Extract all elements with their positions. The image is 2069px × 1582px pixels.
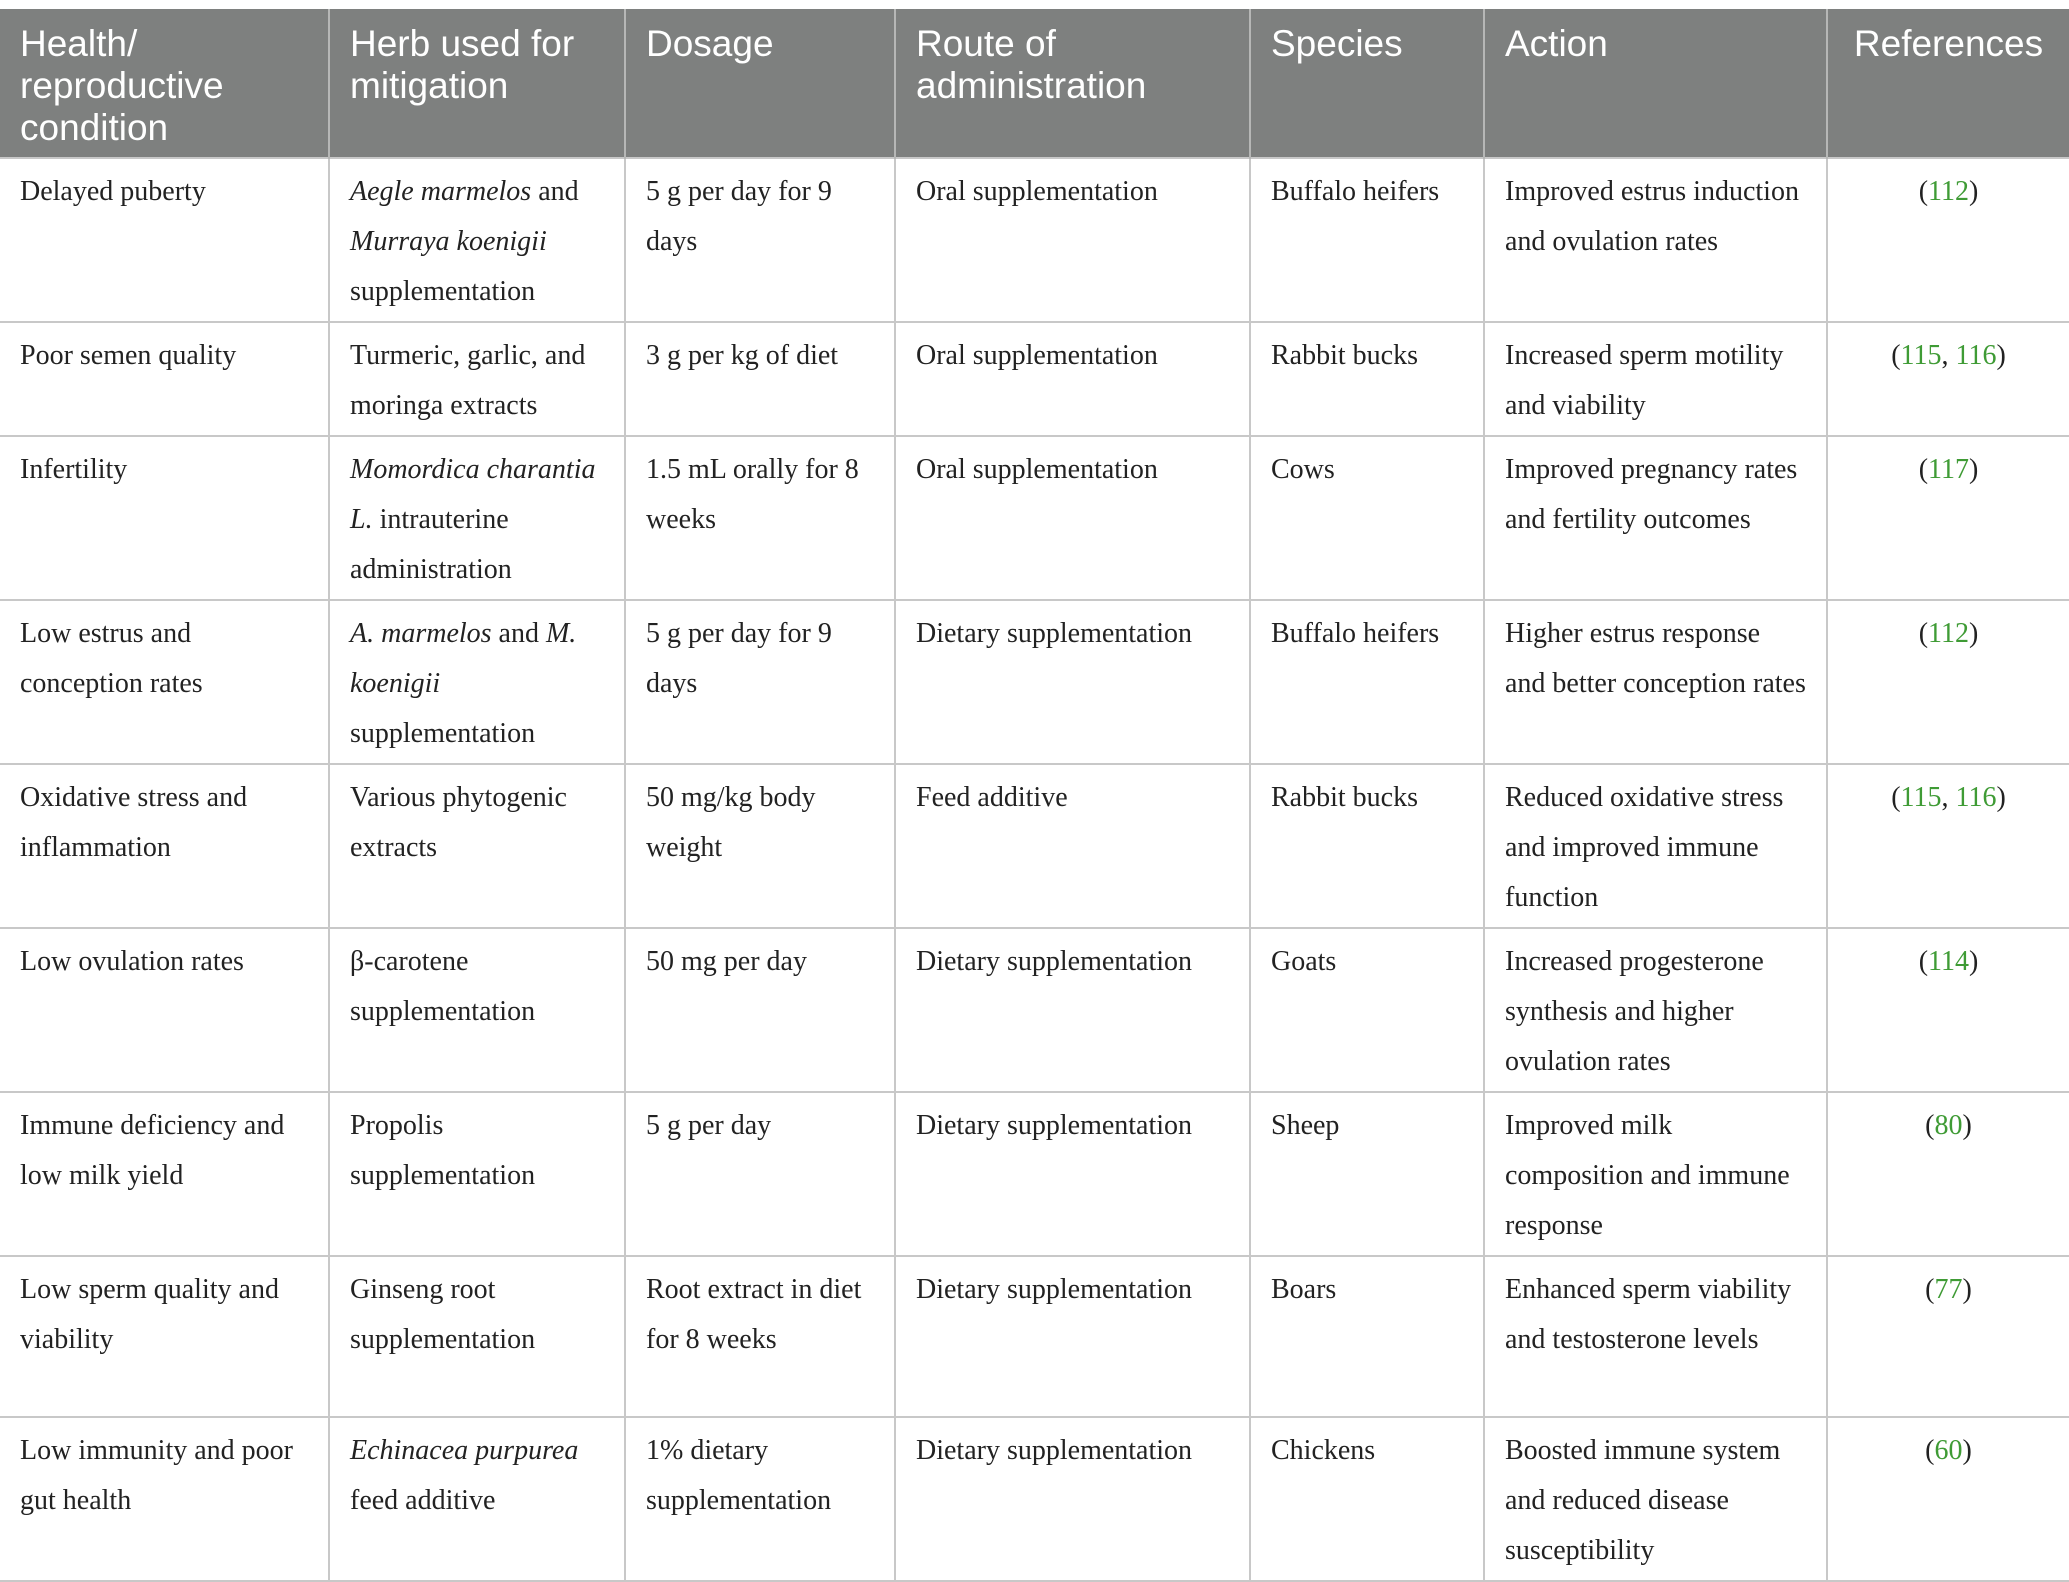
herb-cell [329,158,625,322]
action-cell: Enhanced sperm viability and testosterone levels [1484,1256,1827,1417]
route-cell: Oral supplementation [895,322,1250,436]
header-row [0,9,2069,158]
header-condition: Health/ reproductive condition [0,9,329,158]
action-cell: Improved pregnancy rates and fertility outcomes [1484,436,1827,600]
references-cell: (112) [1827,158,2069,322]
route-cell: Dietary supplementation [895,1417,1250,1581]
table-header [0,9,2069,158]
table-row [0,600,2069,764]
herb-cell [329,436,625,600]
condition-cell: Low ovulation rates [0,928,329,1092]
herb-cell [329,1417,625,1581]
condition-cell: Immune deficiency and low milk yield [0,1092,329,1256]
dosage-cell: 3 g per kg of diet [625,322,895,436]
species-cell: Chickens [1250,1417,1484,1581]
reference-link[interactable]: 116 [1955,340,1997,371]
scientific-name: Echinacea purpurea [350,1435,579,1466]
herb-text: feed additive [350,1485,496,1516]
species-cell: Rabbit bucks [1250,764,1484,928]
references-cell: (77) [1827,1256,2069,1417]
scientific-name: Murraya koenigii [350,226,547,257]
action-cell: Reduced oxidative stress and improved immune function [1484,764,1827,928]
scientific-name: Aegle marmelos [350,176,532,207]
header-action: Action [1484,9,1827,158]
dosage-cell: 5 g per day [625,1092,895,1256]
dosage-cell: 5 g per day for 9 days [625,600,895,764]
table-row [0,928,2069,1092]
reference-link[interactable]: 114 [1928,946,1969,977]
table-row [0,1417,2069,1581]
table-row [0,322,2069,436]
herb-text: supplementation [350,718,536,749]
route-cell: Dietary supplementation [895,1256,1250,1417]
reference-link[interactable]: 60 [1934,1435,1963,1466]
species-cell: Boars [1250,1256,1484,1417]
header-references: References [1827,9,2069,158]
route-cell: Oral supplementation [895,436,1250,600]
herb-text: Propolis supplementation [350,1110,536,1191]
species-cell: Rabbit bucks [1250,322,1484,436]
condition-cell: Low sperm quality and viability [0,1256,329,1417]
species-cell: Cows [1250,436,1484,600]
herb-cell [329,928,625,1092]
references-cell: (117) [1827,436,2069,600]
table-row [0,764,2069,928]
scientific-name: A. marmelos [350,618,492,649]
reference-link[interactable]: 115 [1900,782,1942,813]
reference-link[interactable]: 80 [1934,1110,1963,1141]
herb-text: Ginseng root supplementation [350,1274,536,1355]
herb-text: Various phytogenic extracts [350,782,567,863]
table-row [0,1256,2069,1417]
dosage-cell: 50 mg per day [625,928,895,1092]
references-cell: (60) [1827,1417,2069,1581]
herb-text: β-carotene supplementation [350,946,536,1027]
reference-link[interactable]: 77 [1934,1274,1963,1305]
reference-link[interactable]: 117 [1928,454,1969,485]
dosage-cell: 50 mg/kg body weight [625,764,895,928]
condition-cell: Low immunity and poor gut health [0,1417,329,1581]
condition-cell: Delayed puberty [0,158,329,322]
reference-link[interactable]: 116 [1955,782,1997,813]
herb-text: and [531,176,579,207]
route-cell: Feed additive [895,764,1250,928]
species-cell: Sheep [1250,1092,1484,1256]
herb-text: and [491,618,546,649]
dosage-cell: 1.5 mL orally for 8 weeks [625,436,895,600]
table-body [0,158,2069,1581]
action-cell: Higher estrus response and better conception rates [1484,600,1827,764]
route-cell: Dietary supplementation [895,928,1250,1092]
condition-cell: Oxidative stress and inflammation [0,764,329,928]
herb-cell [329,1092,625,1256]
species-cell: Buffalo heifers [1250,600,1484,764]
herb-cell [329,600,625,764]
dosage-cell: 5 g per day for 9 days [625,158,895,322]
action-cell: Improved milk composition and immune response [1484,1092,1827,1256]
route-cell: Dietary supplementation [895,1092,1250,1256]
herb-cell [329,764,625,928]
herb-text: intrauterine administration [350,504,512,585]
route-cell: Dietary supplementation [895,600,1250,764]
action-cell: Increased sperm motility and viability [1484,322,1827,436]
route-cell: Oral supplementation [895,158,1250,322]
table-row [0,436,2069,600]
header-route: Route of administration [895,9,1250,158]
references-cell: (114) [1827,928,2069,1092]
dosage-cell: Root extract in diet for 8 weeks [625,1256,895,1417]
references-cell: (112) [1827,600,2069,764]
herb-text: Turmeric, garlic, and moringa extracts [350,340,586,421]
references-cell: (115, 116) [1827,322,2069,436]
herb-mitigation-table [0,9,2069,1582]
action-cell: Increased progesterone synthesis and higher ovulation rates [1484,928,1827,1092]
dosage-cell: 1% dietary supplementation [625,1417,895,1581]
table-row [0,1092,2069,1256]
herb-cell [329,1256,625,1417]
references-cell: (115, 116) [1827,764,2069,928]
header-species: Species [1250,9,1484,158]
reference-link[interactable]: 112 [1928,176,1969,207]
species-cell: Goats [1250,928,1484,1092]
header-herb: Herb used for mitigation [329,9,625,158]
references-cell: (80) [1827,1092,2069,1256]
condition-cell: Infertility [0,436,329,600]
reference-link[interactable]: 112 [1928,618,1969,649]
scientific-name: Momordica charantia L. [350,454,596,535]
herb-cell [329,322,625,436]
reference-link[interactable]: 115 [1900,340,1942,371]
herb-text: supplementation [350,276,536,307]
species-cell: Buffalo heifers [1250,158,1484,322]
header-dosage: Dosage [625,9,895,158]
condition-cell: Low estrus and conception rates [0,600,329,764]
action-cell: Improved estrus induction and ovulation rates [1484,158,1827,322]
table-row [0,158,2069,322]
action-cell: Boosted immune system and reduced disease susceptibility [1484,1417,1827,1581]
scientific-name: M. koenigii [350,618,577,699]
condition-cell: Poor semen quality [0,322,329,436]
